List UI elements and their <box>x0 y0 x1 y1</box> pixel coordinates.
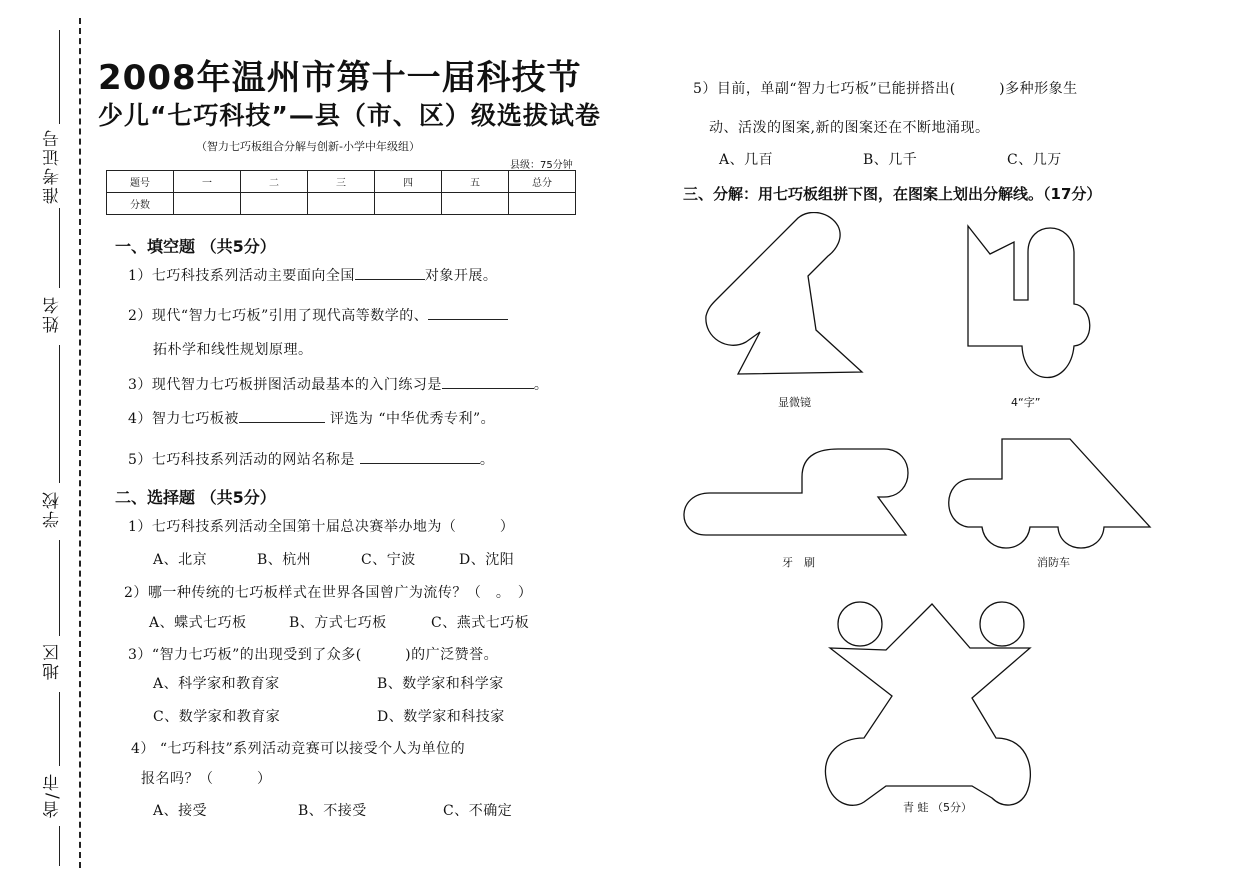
section2-heading: 二、选择题 （共5分） <box>115 488 276 507</box>
choice-question-2: 2）哪一种传统的七巧板样式在世界各国曾广为流传？（ 。 ） <box>124 585 533 601</box>
option[interactable]: B、方式七巧板 <box>289 615 387 631</box>
option[interactable]: B、数学家和科学家 <box>377 676 504 692</box>
dashed-binding-line <box>79 18 81 868</box>
frog-right-eye <box>980 602 1024 646</box>
choice-options-4 <box>153 800 512 820</box>
choice-question-4-continued: 报名吗？（ ） <box>141 771 272 787</box>
question-text: 3）现代智力七巧板拼图活动最基本的入门练习是 <box>128 377 442 393</box>
margin-label-name: 姓名 <box>43 295 63 333</box>
score-input-cell[interactable] <box>509 193 576 215</box>
score-input-cell[interactable] <box>174 193 241 215</box>
margin-line <box>59 345 60 483</box>
option[interactable]: C、数学家和教育家 <box>153 709 281 725</box>
score-cell: 四 <box>375 171 442 193</box>
exam-subtitle: （智力七巧板组合分解与创新-小学中年级组） <box>196 140 420 153</box>
fill-question-2-continued: 拓朴学和线性规划原理。 <box>153 342 313 358</box>
option[interactable]: C、燕式七巧板 <box>431 615 530 631</box>
microscope-outline <box>706 212 862 374</box>
score-cell: 一 <box>174 171 241 193</box>
choice-options-3a <box>153 673 504 693</box>
microscope-figure[interactable] <box>700 212 870 387</box>
score-table-score-row <box>107 193 576 215</box>
choice-question-1: 1）七巧科技系列活动全国第十届总决赛举办地为（ ） <box>128 519 515 535</box>
margin-label-province: 省/市 <box>43 772 63 818</box>
option[interactable]: B、不接受 <box>298 803 367 819</box>
question-text: 1）七巧科技系列活动主要面向全国 <box>128 268 355 284</box>
margin-line <box>59 826 60 866</box>
figure-label-frog: 青 蛙 （5分） <box>903 801 972 814</box>
fill-question-1 <box>128 265 497 285</box>
question-text: 4）智力七巧板被 <box>128 411 239 427</box>
option[interactable]: B、几千 <box>863 152 918 168</box>
score-table <box>106 170 576 215</box>
choice-question-3: 3）“智力七巧板”的出现受到了众多( )的广泛赞誉。 <box>128 647 499 663</box>
fill-question-3 <box>128 374 548 394</box>
margin-label-exam-id: 准考证号 <box>43 128 63 204</box>
fill-question-2 <box>128 305 508 325</box>
section3-heading: 三、分解：用七巧板组拼下图，在图案上划出分解线。（17分） <box>683 185 1102 203</box>
option[interactable]: A、北京 <box>153 552 208 568</box>
section1-heading: 一、填空题 （共5分） <box>115 237 276 256</box>
score-cell: 题号 <box>107 171 174 193</box>
question-text: 。 <box>533 377 549 393</box>
margin-line <box>59 30 60 124</box>
number-four-figure[interactable] <box>962 220 1092 385</box>
score-input-cell[interactable] <box>308 193 375 215</box>
choice-options-2 <box>149 612 529 632</box>
toothbrush-outline <box>684 449 908 535</box>
option[interactable]: D、数学家和科技家 <box>377 709 505 725</box>
number-four-outline <box>968 226 1090 378</box>
option[interactable]: C、宁波 <box>361 552 416 568</box>
question-text: 2）现代“智力七巧板”引用了现代高等数学的、 <box>128 308 429 324</box>
frog-figure[interactable] <box>822 598 1037 816</box>
fire-truck-figure[interactable] <box>946 435 1156 553</box>
frog-left-eye <box>838 602 882 646</box>
choice-question-5: 5）目前，单副“智力七巧板”已能拼搭出( )多种形象生 <box>693 81 1078 97</box>
option[interactable]: A、科学家和教育家 <box>153 676 280 692</box>
question-text: 对象开展。 <box>424 268 498 284</box>
option[interactable]: B、杭州 <box>257 552 312 568</box>
option[interactable]: C、几万 <box>1007 152 1062 168</box>
score-cell: 五 <box>442 171 509 193</box>
question-text: 5）七巧科技系列活动的网站名称是 <box>128 452 355 468</box>
toothbrush-figure[interactable] <box>682 445 914 541</box>
question-text: 。 <box>479 452 495 468</box>
choice-options-5 <box>719 149 1062 169</box>
score-input-cell[interactable] <box>442 193 509 215</box>
option[interactable]: A、几百 <box>719 152 774 168</box>
choice-question-4: 4） “七巧科技”系列活动竞赛可以接受个人为单位的 <box>131 741 466 757</box>
answer-blank[interactable] <box>355 265 425 280</box>
score-cell: 分数 <box>107 193 174 215</box>
score-input-cell[interactable] <box>375 193 442 215</box>
option[interactable]: C、不确定 <box>443 803 513 819</box>
exam-title-line1: 2008年温州市第十一届科技节 <box>98 58 582 98</box>
answer-blank[interactable] <box>360 449 480 464</box>
choice-options-1 <box>153 549 514 569</box>
question-text: 评选为 “中华优秀专利”。 <box>329 411 496 427</box>
margin-line <box>59 692 60 766</box>
figure-label-fire-truck: 消防车 <box>1037 556 1070 569</box>
exam-title-line2: 少儿“七巧科技”—县（市、区）级选拔试卷 <box>98 101 601 130</box>
margin-label-school: 学校 <box>43 490 63 528</box>
answer-blank[interactable] <box>442 374 534 389</box>
figure-label-toothbrush: 牙 刷 <box>782 556 815 569</box>
answer-blank[interactable] <box>428 305 508 320</box>
answer-blank[interactable] <box>239 408 325 423</box>
figure-label-number-four: 4“字” <box>1011 396 1041 409</box>
score-table-header-row <box>107 171 576 193</box>
score-cell: 二 <box>241 171 308 193</box>
fill-question-4 <box>128 408 495 428</box>
choice-options-3b <box>153 706 505 726</box>
option[interactable]: D、沈阳 <box>459 552 515 568</box>
score-input-cell[interactable] <box>241 193 308 215</box>
exam-time: 县级：75分钟 <box>510 160 573 171</box>
score-cell: 三 <box>308 171 375 193</box>
option[interactable]: A、接受 <box>153 803 208 819</box>
score-cell: 总分 <box>509 171 576 193</box>
figure-label-microscope: 显微镜 <box>778 396 811 409</box>
margin-line <box>59 540 60 636</box>
margin-line <box>59 208 60 288</box>
choice-question-5-continued: 动、活泼的图案,新的图案还在不断地涌现。 <box>709 120 990 136</box>
fire-truck-outline <box>949 439 1150 548</box>
fill-question-5 <box>128 449 494 469</box>
margin-label-region: 地区 <box>43 642 63 680</box>
option[interactable]: A、蝶式七巧板 <box>149 615 247 631</box>
